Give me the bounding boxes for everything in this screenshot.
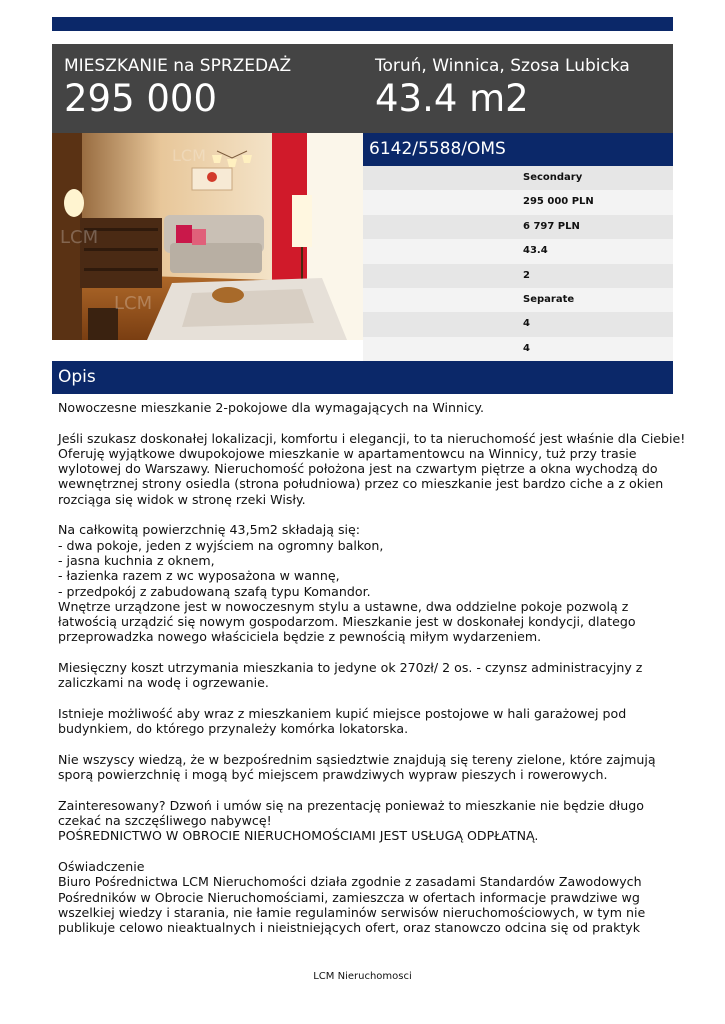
description-line: Istnieje możliwość aby wraz z mieszkaniem kupić miejsce postojowe w hali garażowej pod bbox=[58, 705, 627, 721]
description-line: - jasna kuchnia z oknem, bbox=[58, 552, 215, 568]
description-paragraph bbox=[58, 798, 673, 844]
description-paragraph bbox=[58, 706, 673, 737]
description-paragraph bbox=[58, 859, 673, 935]
description-paragraph bbox=[58, 660, 673, 691]
description-line: wewnętrznej strony osiedla (strona południowa) przez co mieszkanie jest bardzo ciche a z okien bbox=[58, 476, 664, 492]
description-heading: Opis bbox=[52, 361, 673, 394]
detail-area: 43.4 bbox=[363, 239, 673, 263]
description-paragraph bbox=[58, 752, 673, 783]
detail-floors-total: 4 bbox=[363, 337, 673, 361]
description-paragraph bbox=[58, 522, 673, 644]
footer-company: LCM Nieruchomosci bbox=[313, 971, 412, 982]
detail-rooms: 2 bbox=[363, 264, 673, 288]
detail-floor: 4 bbox=[363, 312, 673, 336]
listing-price: 295 000 bbox=[64, 77, 218, 120]
description-line: sporą powierzchnię i mogą być miejscem prawdziwych wypraw pieszych i rowerowych. bbox=[58, 767, 608, 783]
listing-header bbox=[52, 44, 673, 133]
description-line: rozciąga się widok w stronę rzeki Wisły. bbox=[58, 491, 306, 507]
description-line: Jeśli szukasz doskonałej lokalizacji, komfortu i elegancji, to ta nieruchomość jest właśnie dla Ciebie! bbox=[58, 430, 686, 446]
description-line: Nie wszyscy wiedzą, że w bezpośrednim sąsiedztwie znajdują się tereny zielone, które zajmują bbox=[58, 751, 656, 767]
description-line: - dwa pokoje, jeden z wyjściem na ogromny balkon, bbox=[58, 537, 384, 553]
details-table bbox=[363, 166, 673, 361]
description-line: budynkiem, do którego przynależy komórka lokatorska. bbox=[58, 721, 409, 737]
detail-price: 295 000 PLN bbox=[363, 190, 673, 214]
listing-type: MIESZKANIE na SPRZEDAŻ bbox=[64, 56, 292, 76]
description-line: - przedpokój z zabudowaną szafą typu Komandor. bbox=[58, 583, 371, 599]
description-line: Oświadczenie bbox=[58, 858, 145, 874]
top-accent-bar bbox=[52, 17, 673, 31]
description-line: łatwością urządzić się nowym gospodarzom. Mieszkanie jest w doskonałej kondycji, dlatego bbox=[58, 614, 636, 630]
photo-watermark-top: LCM bbox=[172, 146, 206, 165]
description-line: czekać na szczęśliwego nabywcę! bbox=[58, 813, 272, 829]
description-line: wylotowej do Warszawy. Nieruchomość położona jest na czwartym piętrze a okna wychodzą do bbox=[58, 461, 658, 477]
detail-market: Secondary bbox=[363, 166, 673, 190]
description-line: - łazienka razem z wc wyposażona w wannę, bbox=[58, 568, 340, 584]
description-line: Zainteresowany? Dzwoń i umów się na prezentację ponieważ to mieszkanie nie będzie długo bbox=[58, 797, 644, 813]
description-line: Oferuję wyjątkowe dwupokojowe mieszkanie w apartamentowcu na Winnicy, tuż przy trasie bbox=[58, 445, 637, 461]
detail-price-per-m2: 6 797 PLN bbox=[363, 215, 673, 239]
photo-watermark-left: LCM bbox=[60, 227, 99, 248]
description-line: wszelkiej wiedzy i starania, nie łamie regulaminów serwisów nieruchomościowych, w tym nie bbox=[58, 904, 646, 920]
description-paragraph bbox=[58, 400, 673, 415]
description-paragraph bbox=[58, 430, 686, 507]
detail-kitchen: Separate bbox=[363, 288, 673, 312]
description-body bbox=[58, 400, 686, 951]
description-line: publikuje celowo nieaktualnych i nieistniejących ofert, oraz stanowczo odcina się od praktyk bbox=[58, 920, 641, 936]
header-left bbox=[64, 56, 291, 120]
property-photo bbox=[52, 133, 363, 340]
description-line: Miesięczny koszt utrzymania mieszkania to jedyne ok 270zł/ 2 os. - czynsz administracyjny z bbox=[58, 660, 643, 676]
listing-area: 43.4 m2 bbox=[375, 77, 529, 120]
description-line: Biuro Pośrednictwa LCM Nieruchomości działa zgodnie z zasadami Standardów Zawodowych bbox=[58, 874, 642, 890]
description-line: Na całkowitą powierzchnię 43,5m2 składają się: bbox=[58, 522, 360, 538]
description-line: Nowoczesne mieszkanie 2-pokojowe dla wymagających na Winnicy. bbox=[58, 400, 485, 415]
description-line: zaliczkami na wodę i ogrzewanie. bbox=[58, 675, 269, 691]
description-line: przeprowadzka nowego właściciela będzie z pewnością miłym wydarzeniem. bbox=[58, 629, 542, 645]
description-line: POŚREDNICTWO W OBROCIE NIERUCHOMOŚCIAMI JEST USŁUGĄ ODPŁATNĄ. bbox=[58, 828, 539, 844]
description-line: Wnętrze urządzone jest w nowoczesnym stylu a ustawne, dwa oddzielne pokoje pozwolą z bbox=[58, 598, 629, 614]
listing-location: Toruń, Winnica, Szosa Lubicka bbox=[375, 56, 630, 76]
description-line: Pośredników w Obrocie Nieruchomościami, zamieszcza w ofertach informacje prawdziwe wg bbox=[58, 889, 640, 905]
photo-watermark-center: LCM bbox=[114, 293, 153, 314]
header-right bbox=[375, 56, 630, 120]
reference-number: 6142/5588/OMS bbox=[363, 133, 673, 166]
